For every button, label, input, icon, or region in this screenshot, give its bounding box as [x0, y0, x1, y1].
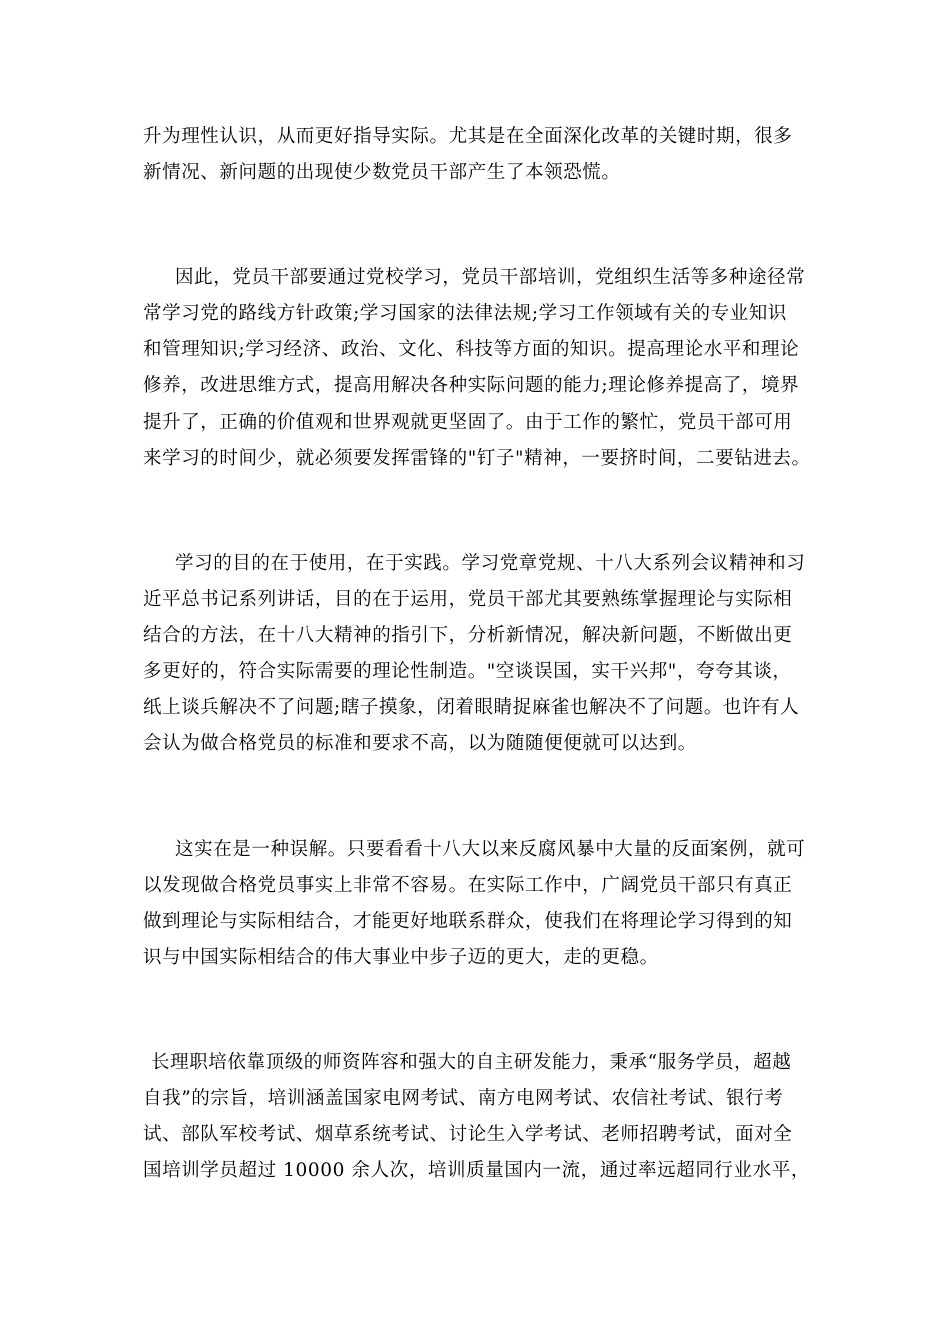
text-line: 新情况、新问题的出现使少数党员干部产生了本领恐慌。	[143, 162, 621, 183]
text-line: 识与中国实际相结合的伟大事业中步子迈的更大，走的更稳。	[143, 947, 659, 968]
text-line: 升为理性认识，从而更好指导实际。尤其是在全面深化改革的关键时期，很多	[143, 126, 793, 147]
text-line: 提升了，正确的价值观和世界观就更坚固了。由于工作的繁忙，党员干部可用	[143, 412, 793, 433]
text-line: 来学习的时间少，就必须要发挥雷锋的"钉子"精神，一要挤时间，二要钻进去。	[143, 448, 811, 469]
text-line: 以发现做合格党员事实上非常不容易。在实际工作中，广阔党员干部只有真正	[143, 875, 793, 896]
text-line: 修养，改进思维方式，提高用解决各种实际问题的能力;理论修养提高了，境界	[143, 375, 800, 396]
text-line: 会认为做合格党员的标准和要求不高，以为随随便便就可以达到。	[143, 733, 697, 754]
text-line: 长理职培依靠顶级的师资阵容和强大的自主研发能力，秉承“服务学员，超越	[151, 1052, 792, 1073]
text-line: 纸上谈兵解决不了问题;瞎子摸象，闭着眼睛捉麻雀也解决不了问题。也许有人	[143, 697, 800, 718]
text-line: 这实在是一种误解。只要看看十八大以来反腐风暴中大量的反面案例，就可	[175, 839, 806, 860]
text-line: 结合的方法，在十八大精神的指引下，分析新情况，解决新问题，不断做出更	[143, 625, 793, 646]
text-line: 因此，党员干部要通过党校学习，党员干部培训，党组织生活等多种途径常	[175, 267, 806, 288]
text-line: 试、部队军校考试、烟草系统考试、讨论生入学考试、老师招聘考试，面对全	[143, 1124, 793, 1145]
text-line: 学习的目的在于使用，在于实践。学习党章党规、十八大系列会议精神和习	[175, 553, 806, 574]
text-line: 国培训学员超过 10000 余人次，培训质量国内一流，通过率远超同行业水平，	[143, 1160, 810, 1181]
text-line: 多更好的，符合实际需要的理论性制造。"空谈误国，实干兴邦"，夸夸其谈，	[143, 661, 792, 682]
text-line: 近平总书记系列讲话，目的在于运用，党员干部尤其要熟练掌握理论与实际相	[143, 589, 793, 610]
text-line: 自我”的宗旨，培训涵盖国家电网考试、南方电网考试、农信社考试、银行考	[143, 1088, 784, 1109]
text-line: 做到理论与实际相结合，才能更好地联系群众，使我们在将理论学习得到的知	[143, 911, 793, 932]
text-line: 和管理知识;学习经济、政治、文化、科技等方面的知识。提高理论水平和理论	[143, 339, 800, 360]
text-line: 常学习党的路线方针政策;学习国家的法律法规;学习工作领域有关的专业知识	[143, 303, 787, 324]
